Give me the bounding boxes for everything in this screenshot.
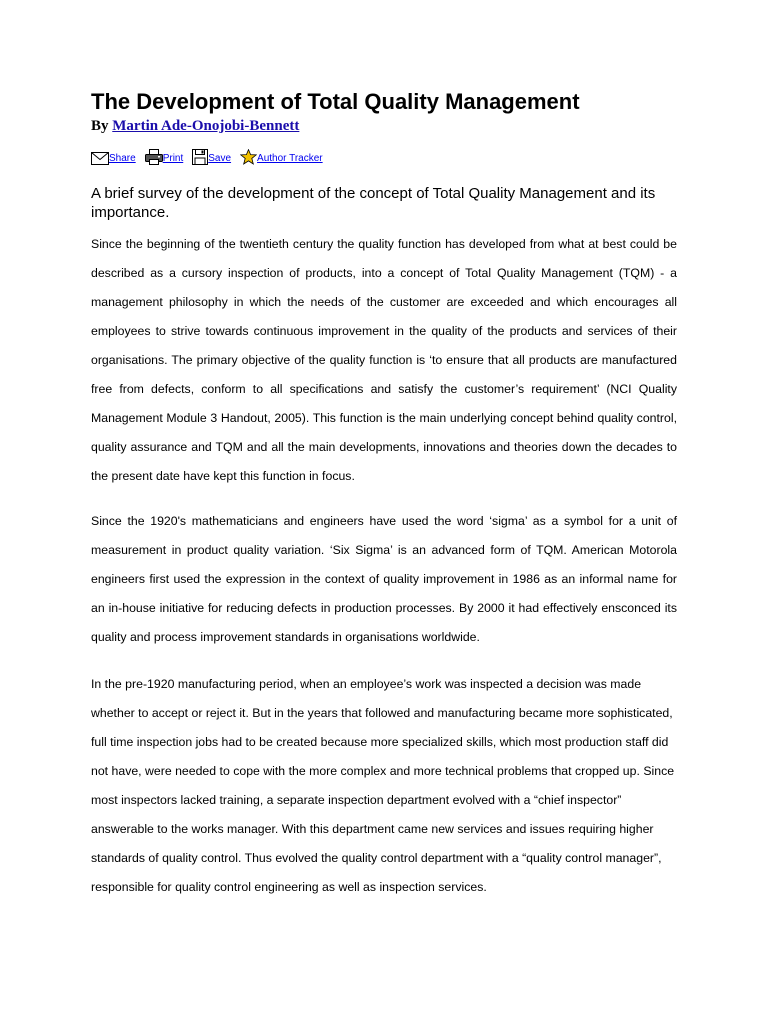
body-paragraph: In the pre-1920 manufacturing period, when an employee’s work was inspected a decision was made whether to accept or reject it. But in the years that followed and manufacturing became more sophisticated, full time inspection jobs had to be created because more specialized skills, which most production staff did not have, were needed to cope with the more complex and more technical problems that cropped up. Since most inspectors lacked training, a separate inspection department evolved with a “chief inspector” answerable to the works manager. With this department came new services and issues requiring higher standards of quality control. Thus evolved the quality control department with a “quality control manager”, responsible for quality control engineering as well as inspection services. xyxy=(91,677,675,894)
author-tracker-label: Author Tracker xyxy=(257,153,323,164)
printer-icon xyxy=(145,149,163,165)
author-tracker-button[interactable] xyxy=(240,149,323,165)
byline xyxy=(91,116,299,136)
body-paragraph: Since the beginning of the twentieth century the quality function has developed from what at best could be described as a cursory inspection of products, into a concept of Total Quality Management (TQM) - a management philosophy in which the needs of the customer are exceeded and which encourages all employees to strive towards continuous improvement in the quality of the products and services of their organisations. The primary objective of the quality function is ‘to ensure that all products are manufactured free from defects, conform to all specifications and satisfy the customer’s requirement’ (NCI Quality Management Module 3 Handout, 2005). This function is the main underlying concept behind quality control, quality assurance and TQM and all the main developments, innovations and theories down the decades to the present date have kept this function in focus. xyxy=(91,237,677,483)
save-button[interactable] xyxy=(192,149,231,165)
floppy-disk-icon xyxy=(192,149,208,165)
article-title: The Development of Total Quality Management xyxy=(91,89,580,114)
article-toolbar xyxy=(91,149,332,165)
byline-prefix: By xyxy=(91,118,109,134)
share-button[interactable] xyxy=(91,152,136,165)
save-label: Save xyxy=(208,153,232,164)
envelope-icon xyxy=(91,152,109,165)
print-button[interactable] xyxy=(145,149,184,165)
star-icon xyxy=(240,149,257,165)
body-paragraph: Since the 1920's mathematicians and engineers have used the word ‘sigma’ as a symbol for a unit of measurement in product quality variation. ‘Six Sigma’ is an advanced form of TQM. American Motorola engineers first used the expression in the context of quality improvement in 1986 as an informal name for an in-house initiative for reducing defects in production processes. By 2000 it had effectively ensconced its quality and process improvement standards in organisations worldwide. xyxy=(91,514,677,644)
print-label: Print xyxy=(162,153,184,164)
author-link[interactable]: Martin Ade-Onojobi-Bennett xyxy=(112,118,300,134)
article-lead: A brief survey of the development of the concept of Total Quality Management and its importance. xyxy=(91,185,656,221)
share-label: Share xyxy=(109,153,136,164)
